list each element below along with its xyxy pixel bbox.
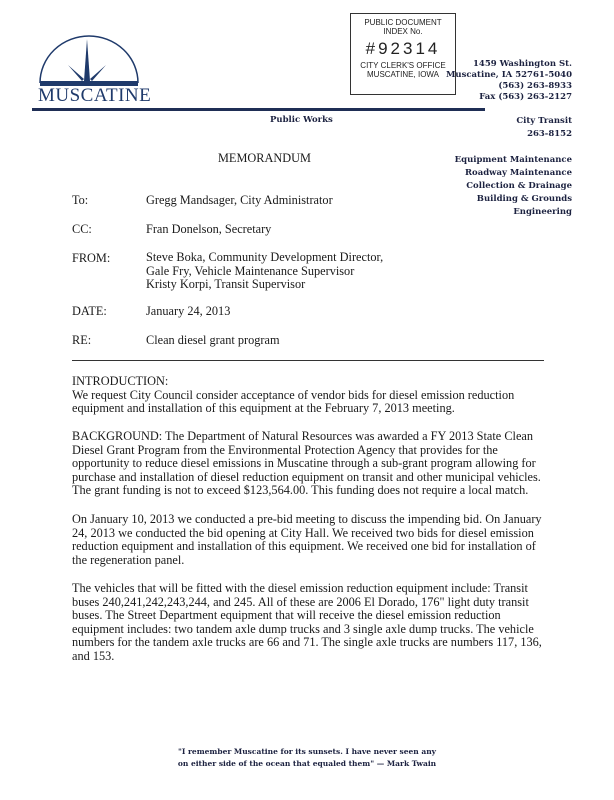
text-line: numbers for the tandem axle trucks are 66 and 71. The single axle trucks are numbers 117, 136, [72, 635, 542, 650]
to-value: Gregg Mandsager, City Administrator [146, 193, 333, 207]
transit-name: City Transit [516, 116, 572, 126]
transit-phone: 263-8152 [527, 129, 572, 139]
text-line: buses 240,241,242,243,244, and 245. All of these are 2006 El Dorado, 176" light duty transit [72, 594, 529, 609]
text-line: and 153. [72, 648, 115, 663]
text-line: equipment and installation of this equipment at the February 7, 2013 meeting. [72, 401, 455, 416]
quote-line: "I remember Muscatine for its sunsets. I have never seen any [177, 747, 437, 756]
logo-text: MUSCATINE [38, 85, 152, 106]
footer-quote [0, 746, 614, 770]
header-divider [32, 108, 485, 111]
from-line: Gale Fry, Vehicle Maintenance Supervisor [146, 263, 355, 278]
text-line: purchase and installation of diesel reduction equipment on transit and other municipal vehicles. [72, 469, 541, 484]
re-value: Clean diesel grant program [146, 333, 280, 347]
transit-block [516, 115, 572, 141]
division-item: Engineering [513, 207, 572, 217]
text-line: The vehicles that will be fitted with the diesel emission reduction equipment include: Transit [72, 581, 528, 595]
text-line: BACKGROUND: The Department of Natural Resources was awarded a FY 2013 State Clean [72, 429, 534, 443]
date-value: January 24, 2013 [146, 304, 231, 318]
text-line: INTRODUCTION: [72, 374, 169, 388]
text-line: equipment includes: two tandem axle dump trucks and 3 single axle dump trucks. The vehicle [72, 621, 534, 636]
stamp-line: MUSCATINE, IOWA [367, 70, 439, 79]
cc-label: CC: [72, 222, 92, 236]
text-line: Diesel Grant Program from the Environmental Protection Agency that provides for the [72, 442, 498, 457]
division-item: Roadway Maintenance [464, 168, 572, 178]
division-item: Equipment Maintenance [454, 155, 572, 165]
stamp-line: INDEX No. [383, 27, 423, 36]
text-line: 24, 2013 we conducted the bid opening at City Hall. We received two bids for diesel emission [72, 525, 534, 540]
address-line: Muscatine, IA 52761-5040 [445, 70, 572, 80]
address-block [446, 59, 572, 103]
divisions-list [455, 154, 572, 219]
cc-value: Fran Donelson, Secretary [146, 222, 272, 236]
fax: Fax (563) 263-2127 [479, 92, 572, 102]
from-label: FROM: [72, 251, 111, 265]
text-line: opportunity to reduce diesel emissions in Muscatine through a sub-grant program allowing for [72, 456, 536, 471]
document-index-number: #92314 [365, 39, 441, 58]
to-label: To: [72, 193, 89, 207]
stamp-line: CITY CLERK'S OFFICE [360, 61, 446, 70]
date-label: DATE: [72, 304, 107, 318]
divider [72, 360, 544, 361]
from-value [146, 251, 383, 292]
division-item: Collection & Drainage [466, 181, 572, 191]
stamp-line: PUBLIC DOCUMENT [364, 18, 442, 27]
text-line: buses. The Street Department equipment that will receive the diesel emission reduction [72, 608, 501, 623]
phone: (563) 263-8933 [498, 81, 572, 91]
from-line: Kristy Korpi, Transit Supervisor [146, 277, 306, 292]
text-line: On January 10, 2013 we conducted a pre-bid meeting to discuss the impending bid. On January [72, 512, 542, 526]
quote-line: on either side of the ocean that equaled them" — Mark Twain [177, 759, 437, 768]
division-item: Building & Grounds [476, 194, 572, 204]
background-paragraph [72, 430, 541, 498]
text-line: reduction equipment and installation of this equipment. We received one bid for installation of [72, 539, 536, 554]
department-name: Public Works [270, 115, 333, 125]
text-line: We request City Council consider acceptance of vendor bids for diesel emission reduction [72, 387, 515, 402]
text-line: The grant funding is not to exceed $123,564.00. This funding does not require a local match. [72, 483, 529, 498]
bid-paragraph [72, 513, 542, 567]
public-document-stamp [350, 13, 456, 95]
re-label: RE: [72, 333, 92, 347]
memo-title: MEMORANDUM [218, 151, 311, 165]
vehicles-paragraph [72, 582, 542, 664]
from-line: Steve Boka, Community Development Director, [146, 250, 384, 264]
text-line: the regeneration panel. [72, 552, 185, 567]
introduction-paragraph [72, 375, 514, 416]
address-line: 1459 Washington St. [472, 59, 572, 69]
